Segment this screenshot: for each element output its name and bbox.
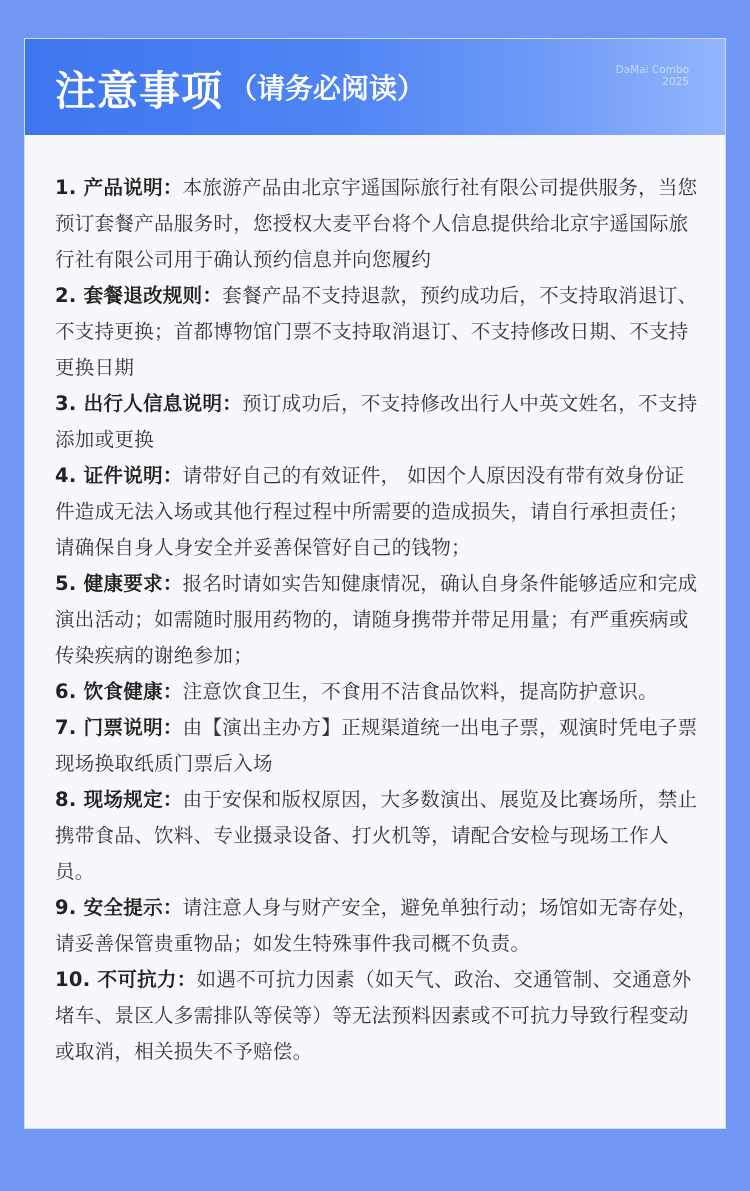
note-item	[55, 386, 700, 458]
note-label: 6. 饮食健康：	[55, 680, 183, 703]
note-text: 由于安保和版权原因，大多数演出、展览及比赛场所，禁止携带食品、饮料、专业摄录设备、打火机等，请配合安检与现场工作人员。	[55, 788, 698, 883]
notice-card	[24, 38, 726, 1129]
page-title	[55, 59, 425, 115]
note-item	[55, 962, 700, 1070]
note-label: 10. 不可抗力：	[55, 968, 197, 991]
note-text: 注意饮食卫生，不食用不洁食品饮料，提高防护意识。	[182, 680, 658, 703]
title-main: 注意事项	[55, 66, 223, 115]
note-text: 如遇不可抗力因素（如天气、政治、交通管制、交通意外堵车、景区人多需排队等侯等）等无法预料因素或不可抗力导致行程变动或取消，相关损失不予赔偿。	[55, 968, 692, 1063]
note-item	[55, 278, 700, 386]
note-text: 套餐产品不支持退款，预约成功后，不支持取消退订、不支持更换；首都博物馆门票不支持取消退订、不支持修改日期、不支持更换日期	[55, 284, 698, 379]
note-text: 预订成功后，不支持修改出行人中英文姓名，不支持添加或更换	[55, 392, 698, 451]
note-text: 报名时请如实告知健康情况，确认自身条件能够适应和完成演出活动；如需随时服用药物的，请随身携带并带足用量；有严重疾病或传染疾病的谢绝参加；	[55, 572, 698, 667]
note-item	[55, 170, 700, 278]
note-label: 4. 证件说明：	[55, 464, 183, 487]
note-label: 9. 安全提示：	[55, 896, 183, 919]
note-text: 本旅游产品由北京宇遥国际旅行社有限公司提供服务，当您预订套餐产品服务时，您授权大麦平台将个人信息提供给北京宇遥国际旅行社有限公司用于确认预约信息并向您履约	[55, 176, 698, 271]
note-label: 8. 现场规定：	[55, 788, 183, 811]
note-item	[55, 566, 700, 674]
note-label: 3. 出行人信息说明：	[55, 392, 243, 415]
note-label: 5. 健康要求：	[55, 572, 183, 595]
brand-watermark	[616, 64, 689, 88]
brand-year: 2025	[662, 76, 689, 88]
note-item	[55, 674, 700, 710]
notes-list	[55, 170, 700, 1070]
note-item	[55, 890, 700, 962]
note-item	[55, 458, 700, 566]
note-label: 7. 门票说明：	[55, 716, 183, 739]
notice-header	[25, 39, 725, 135]
note-label: 2. 套餐退改规则：	[55, 284, 223, 307]
note-label: 1. 产品说明：	[55, 176, 183, 199]
brand-name: DaMai Combo	[615, 64, 689, 76]
title-subtitle: （请务必阅读）	[229, 72, 426, 105]
note-text: 请注意人身与财产安全，避免单独行动；场馆如无寄存处，请妥善保管贵重物品；如发生特殊事件我司概不负责。	[55, 896, 698, 955]
note-text: 由【演出主办方】正规渠道统一出电子票，观演时凭电子票现场换取纸质门票后入场	[55, 716, 698, 775]
note-item	[55, 710, 700, 782]
note-text: 请带好自己的有效证件， 如因个人原因没有带有效身份证件造成无法入场或其他行程过程中所需要的造成损失，请自行承担责任；请确保自身人身安全并妥善保管好自己的钱物；	[55, 464, 689, 559]
note-item	[55, 782, 700, 890]
